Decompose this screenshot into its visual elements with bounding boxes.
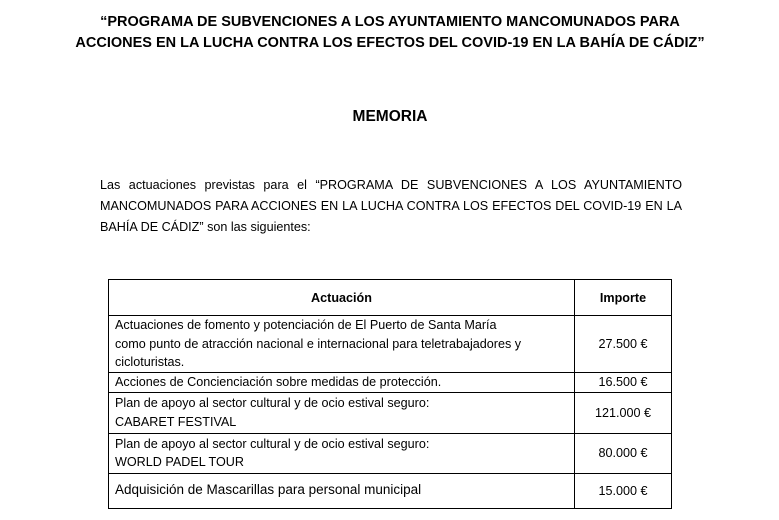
action-text-line: como punto de atracción nacional e internacional para teletrabajadores y	[115, 336, 522, 351]
action-text-line: Plan de apoyo al sector cultural y de ocio estival seguro:	[115, 436, 430, 451]
table-row	[109, 433, 672, 473]
table-row	[109, 373, 672, 393]
action-text-line: Acciones de Concienciación sobre medidas de protección.	[115, 375, 442, 389]
action-text-line: Plan de apoyo al sector cultural y de ocio estival seguro:	[115, 396, 430, 410]
action-text-line: Adquisición de Mascarillas para personal municipal	[115, 482, 422, 498]
amount-cell: 121.000 €	[575, 392, 672, 433]
header-action: Actuación	[109, 280, 575, 316]
document-title-line-1: “PROGRAMA DE SUBVENCIONES A LOS AYUNTAMIENTO MANCOMUNADOS PARA	[100, 14, 680, 30]
amount-cell: 16.500 €	[575, 373, 672, 393]
amount-cell: 27.500 €	[575, 316, 672, 373]
action-cell	[109, 473, 575, 508]
actions-table	[108, 279, 672, 509]
document-title	[40, 12, 740, 54]
action-text-line: Actuaciones de fomento y potenciación de El Puerto de Santa María	[115, 318, 497, 333]
document-title-line-2: ACCIONES EN LA LUCHA CONTRA LOS EFECTOS DEL COVID-19 EN LA BAHÍA DE CÁDIZ”	[75, 35, 705, 51]
action-text-line: CABARET FESTIVAL	[115, 414, 237, 429]
action-cell	[109, 433, 575, 473]
intro-paragraph: Las actuaciones previstas para el “PROGRAMA DE SUBVENCIONES A LOS AYUNTAMIENTO MANCOMUNADOS PARA ACCIONES EN LA LUCHA CONTRA LOS EFECTOS DEL COVID-19 EN LA BAHÍA DE CÁDIZ” son las siguientes:	[100, 178, 682, 234]
action-cell	[109, 316, 575, 373]
amount-cell: 80.000 €	[575, 433, 672, 473]
amount-cell: 15.000 €	[575, 473, 672, 508]
table-row	[109, 392, 672, 433]
action-text-line: cicloturistas.	[115, 355, 185, 370]
table-row	[109, 316, 672, 373]
action-text-line: WORLD PADEL TOUR	[115, 455, 244, 469]
document-subtitle: MEMORIA	[352, 108, 428, 125]
action-cell	[109, 392, 575, 433]
header-amount: Importe	[575, 280, 672, 316]
table-row	[109, 473, 672, 508]
action-cell	[109, 373, 575, 393]
table-header-row	[109, 280, 672, 316]
